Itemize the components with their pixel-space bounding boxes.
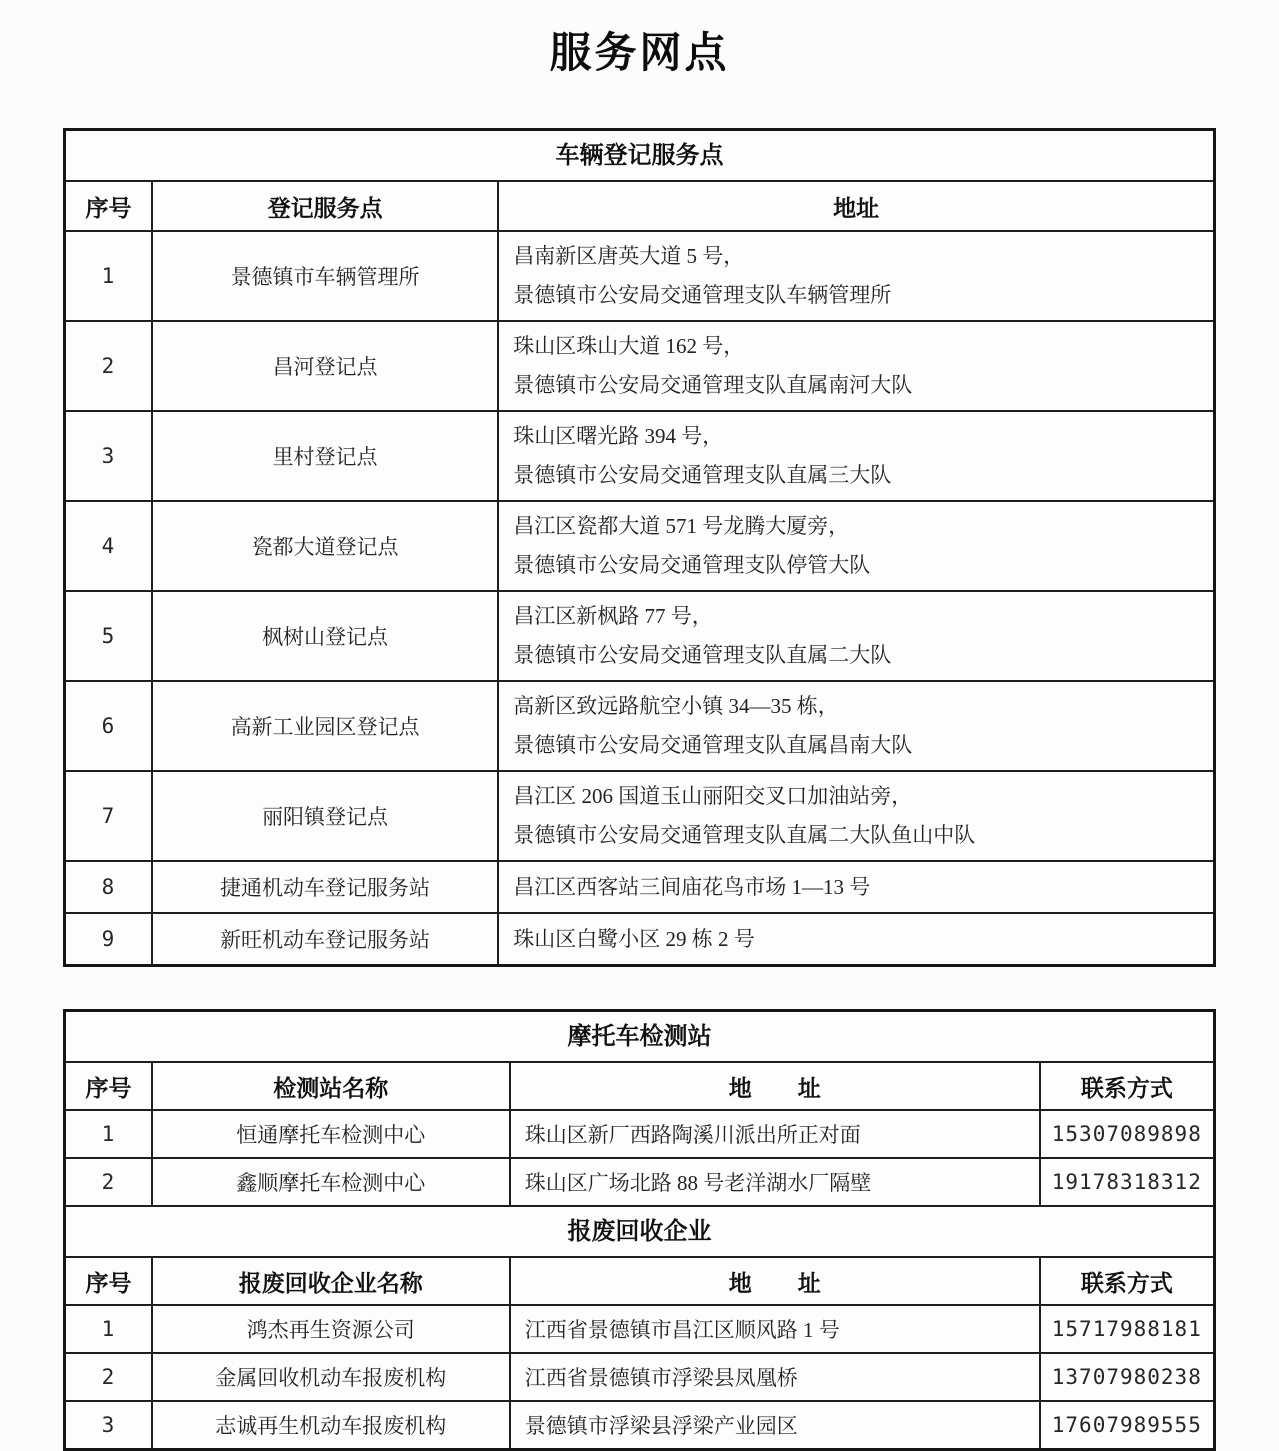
table-row (66, 1400, 1213, 1448)
address-cell (497, 682, 1213, 770)
header-serial: 序号 (85, 1269, 132, 1296)
serial-cell: 5 (101, 624, 116, 648)
serial-cell: 1 (101, 264, 116, 288)
recycling-header-row (66, 1256, 1213, 1304)
address-line: 景德镇市公安局交通管理支队直属昌南大队 (513, 733, 913, 757)
address-line: 昌江区瓷都大道 571 号龙腾大厦旁， (513, 514, 850, 538)
header-address: 地 址 (509, 1258, 1039, 1304)
address-cell (497, 914, 1213, 964)
address-cell (497, 412, 1213, 500)
address-cell (497, 502, 1213, 590)
name-cell: 鑫顺摩托车检测中心 (151, 1159, 509, 1205)
name-cell: 里村登记点 (151, 412, 497, 500)
table-row (66, 320, 1213, 410)
inspection-header-row (66, 1061, 1213, 1109)
address-line: 景德镇市公安局交通管理支队车辆管理所 (513, 283, 892, 307)
header-address: 地 址 (509, 1063, 1039, 1109)
serial-cell: 4 (101, 534, 116, 558)
address-line: 昌江区 206 国道玉山丽阳交叉口加油站旁， (513, 784, 913, 808)
header-address: 地址 (497, 182, 1213, 230)
header-serial: 序号 (85, 1074, 132, 1101)
address-cell (497, 232, 1213, 320)
table-row (66, 590, 1213, 680)
name-cell: 瓷都大道登记点 (151, 502, 497, 590)
header-name: 检测站名称 (151, 1063, 509, 1109)
header-name: 报废回收企业名称 (151, 1258, 509, 1304)
table-title-inspection: 摩托车检测站 (567, 1023, 712, 1050)
serial-cell: 2 (101, 354, 116, 378)
table-title-recycling: 报废回收企业 (66, 1205, 1213, 1256)
name-cell: 丽阳镇登记点 (151, 772, 497, 860)
address-line: 珠山区曙光路 394 号， (513, 424, 724, 448)
address-line: 珠山区白鹭小区 29 栋 2 号 (513, 926, 755, 951)
address-cell (497, 772, 1213, 860)
vehicle-registration-table (63, 128, 1216, 967)
table-title-registration: 车辆登记服务点 (555, 142, 724, 169)
table-row (66, 1352, 1213, 1400)
name-cell: 捷通机动车登记服务站 (151, 862, 497, 912)
table-row (66, 860, 1213, 912)
table-row (66, 680, 1213, 770)
table-row (66, 1157, 1213, 1205)
name-cell: 景德镇市车辆管理所 (151, 232, 497, 320)
inspection-recycling-table (63, 1009, 1216, 1451)
registration-header-row (66, 180, 1213, 230)
serial-cell: 8 (101, 875, 116, 899)
name-cell: 恒通摩托车检测中心 (151, 1111, 509, 1157)
address-line: 景德镇市公安局交通管理支队直属二大队鱼山中队 (513, 823, 976, 847)
address-cell: 江西省景德镇市昌江区顺风路 1 号 (509, 1306, 1039, 1352)
name-cell: 枫树山登记点 (151, 592, 497, 680)
phone-cell: 15717988181 (1039, 1306, 1213, 1352)
address-cell (497, 322, 1213, 410)
address-line: 景德镇市公安局交通管理支队停管大队 (513, 553, 871, 577)
name-cell: 高新工业园区登记点 (151, 682, 497, 770)
phone-cell: 17607989555 (1039, 1402, 1213, 1448)
address-line: 景德镇市公安局交通管理支队直属二大队 (513, 643, 892, 667)
address-cell: 江西省景德镇市浮梁县凤凰桥 (509, 1354, 1039, 1400)
address-line: 景德镇市公安局交通管理支队直属南河大队 (513, 373, 913, 397)
serial-cell: 9 (101, 927, 116, 951)
address-cell: 珠山区广场北路 88 号老洋湖水厂隔壁 (509, 1159, 1039, 1205)
table-row (66, 912, 1213, 964)
page-title: 服务网点 (549, 29, 730, 76)
serial-cell: 2 (101, 1170, 116, 1194)
address-line: 珠山区珠山大道 162 号， (513, 334, 745, 358)
table-row (66, 770, 1213, 860)
phone-cell: 15307089898 (1039, 1111, 1213, 1157)
address-line: 景德镇市公安局交通管理支队直属三大队 (513, 463, 892, 487)
serial-cell: 7 (101, 804, 116, 828)
table-row (66, 230, 1213, 320)
table-row (66, 410, 1213, 500)
name-cell: 志诚再生机动车报废机构 (151, 1402, 509, 1448)
name-cell: 鸿杰再生资源公司 (151, 1306, 509, 1352)
header-name: 登记服务点 (151, 182, 497, 230)
serial-cell: 2 (101, 1365, 116, 1389)
header-phone: 联系方式 (1039, 1063, 1213, 1109)
address-cell (497, 862, 1213, 912)
table-row (66, 1109, 1213, 1157)
serial-cell: 3 (101, 1413, 116, 1437)
header-serial: 序号 (85, 194, 132, 221)
phone-cell: 13707980238 (1039, 1354, 1213, 1400)
name-cell: 昌河登记点 (151, 322, 497, 410)
serial-cell: 1 (101, 1317, 116, 1341)
header-phone: 联系方式 (1039, 1258, 1213, 1304)
table-row (66, 1304, 1213, 1352)
address-cell (497, 592, 1213, 680)
name-cell: 新旺机动车登记服务站 (151, 914, 497, 964)
table-row (66, 500, 1213, 590)
address-line: 昌江区西客站三间庙花鸟市场 1—13 号 (513, 874, 871, 899)
address-line: 昌江区新枫路 77 号， (513, 604, 713, 628)
address-cell: 珠山区新厂西路陶溪川派出所正对面 (509, 1111, 1039, 1157)
phone-cell: 19178318312 (1039, 1159, 1213, 1205)
address-line: 昌南新区唐英大道 5 号， (513, 244, 745, 268)
address-cell: 景德镇市浮梁县浮梁产业园区 (509, 1402, 1039, 1448)
serial-cell: 6 (101, 714, 116, 738)
name-cell: 金属回收机动车报废机构 (151, 1354, 509, 1400)
serial-cell: 1 (101, 1122, 116, 1146)
address-line: 高新区致远路航空小镇 34—35 栋， (513, 694, 839, 718)
serial-cell: 3 (101, 444, 116, 468)
